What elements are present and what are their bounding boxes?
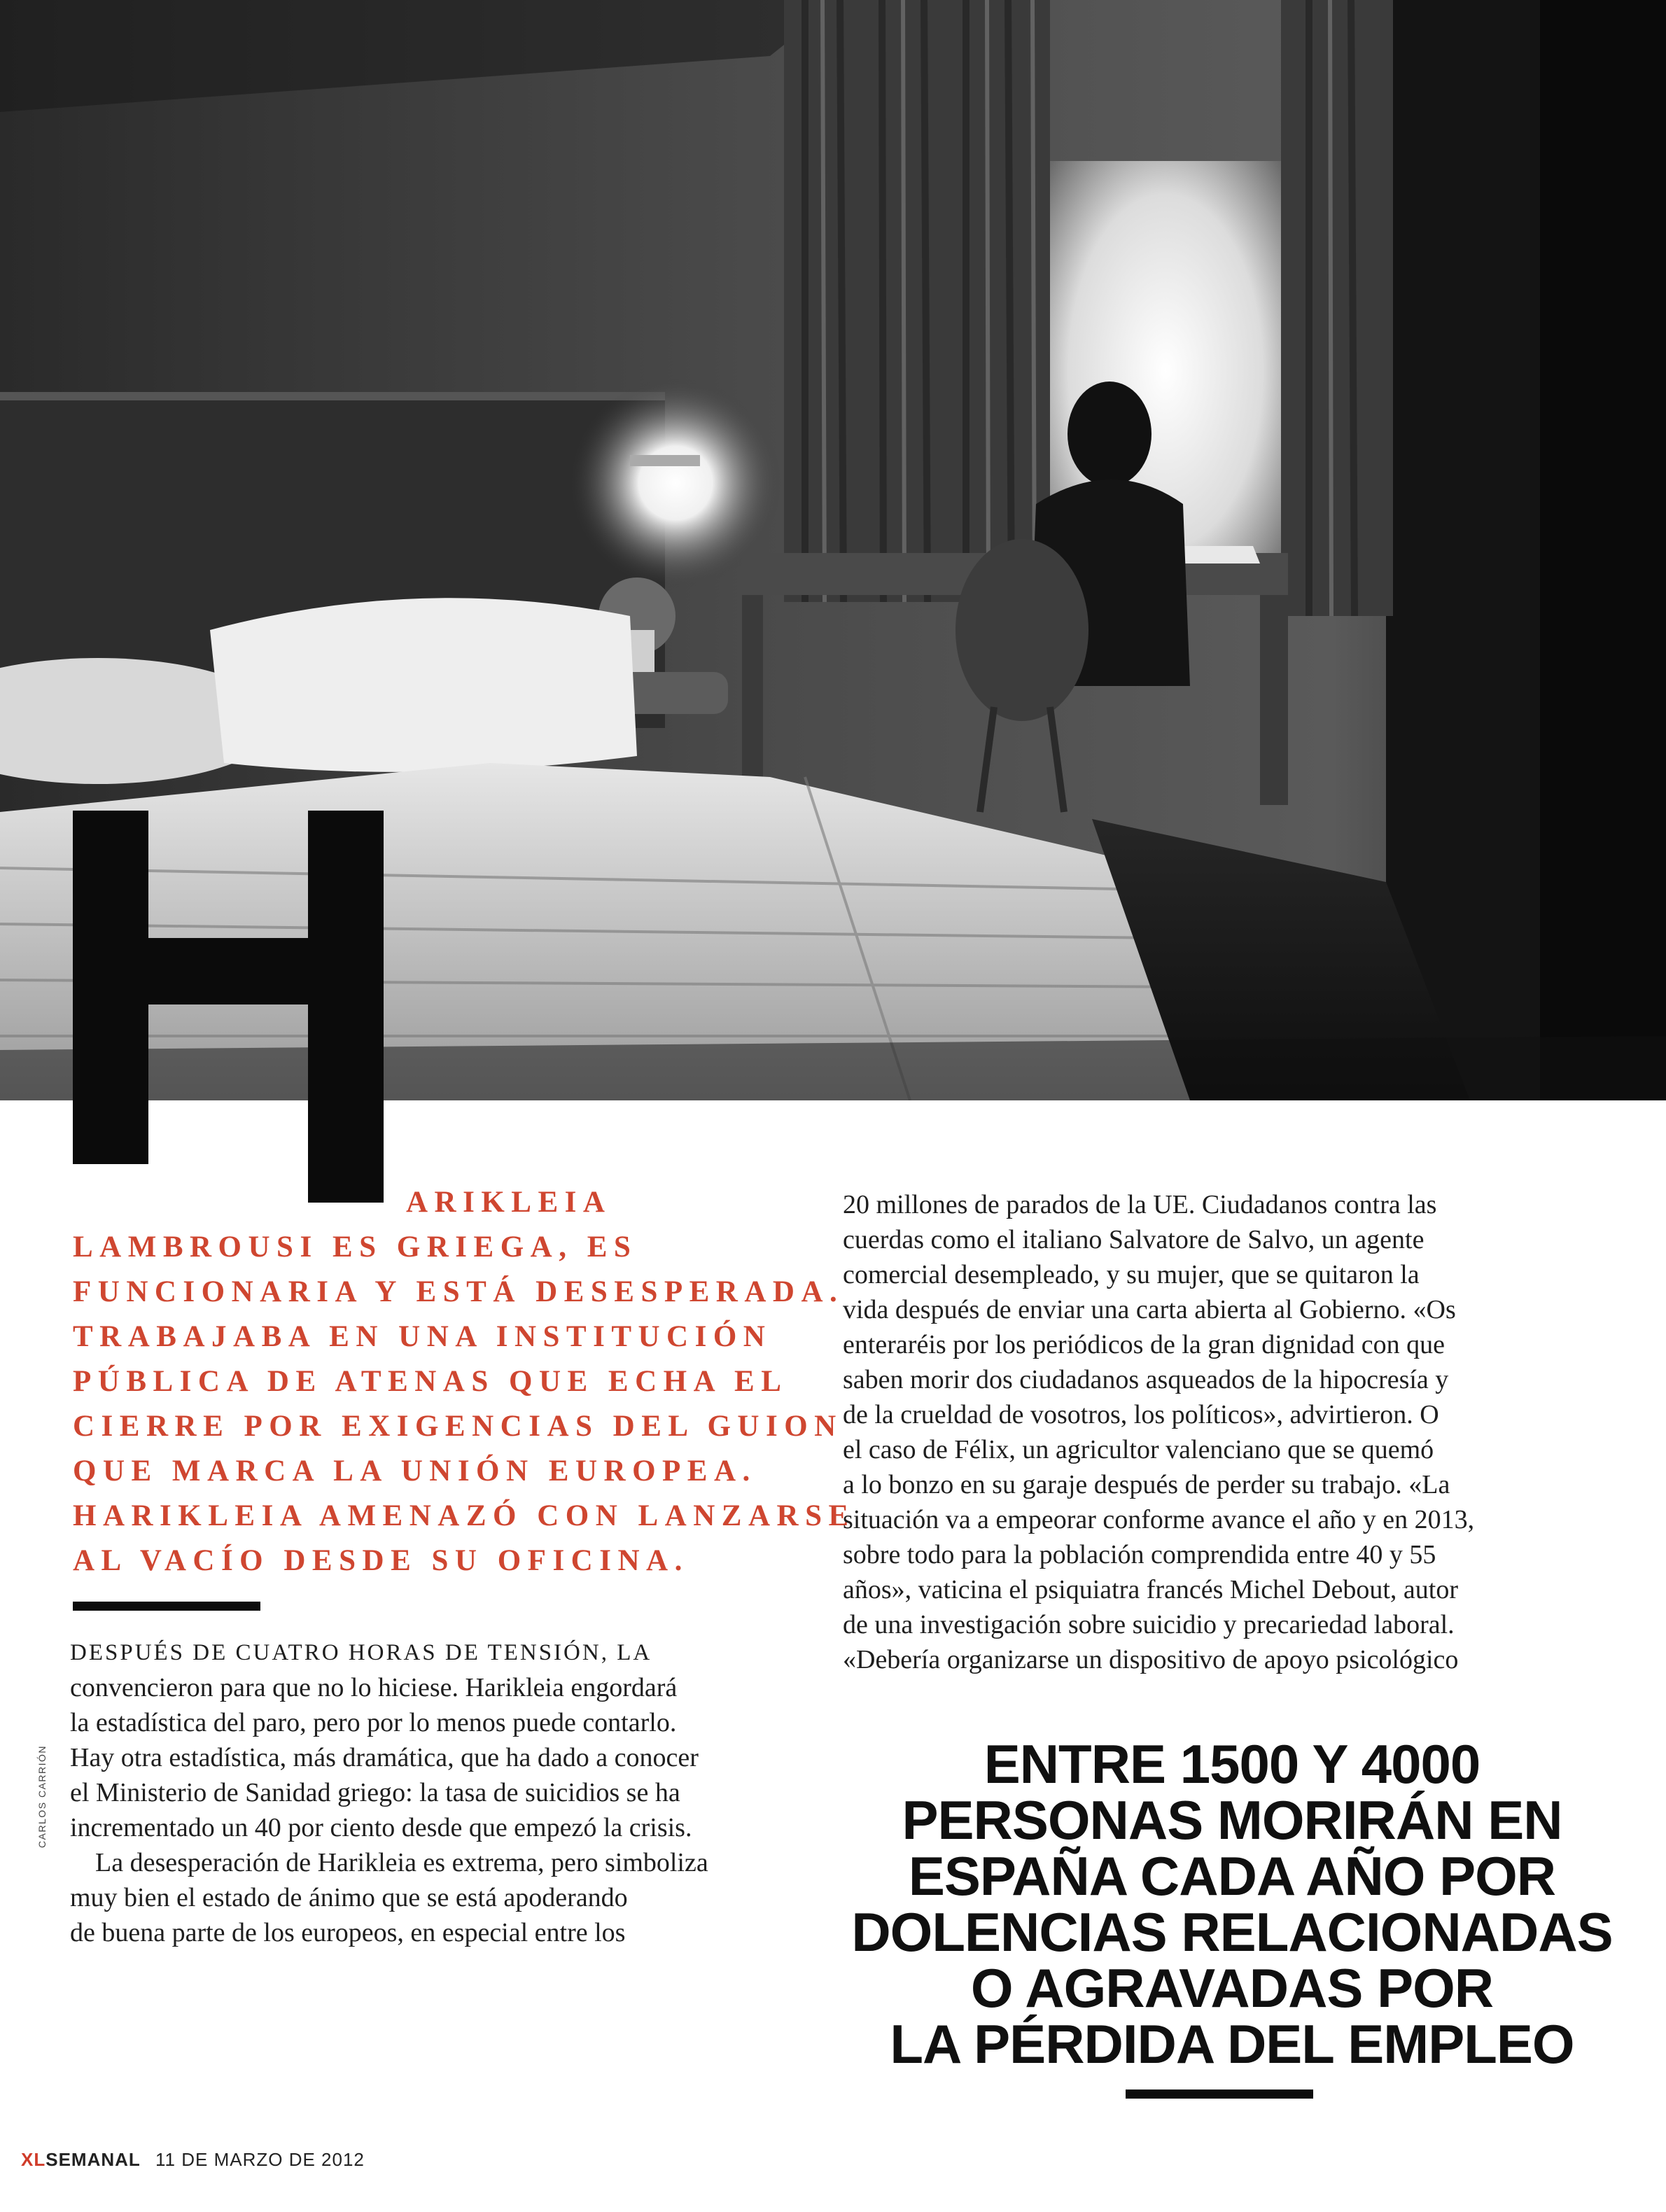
body-line: de una investigación sobre suicidio y precariedad laboral. [843, 1610, 1455, 1639]
body-line: incrementado un 40 por ciento desde que empezó la crisis. [70, 1813, 692, 1842]
body-line: situación va a empeorar conforme avance el año y en 2013, [843, 1505, 1475, 1534]
drop-cap-crossbar [148, 938, 308, 1004]
body-line: Hay otra estadística, más dramática, que ha dado a conocer [70, 1743, 699, 1772]
pull-quote-line: ENTRE 1500 Y 4000 [983, 1733, 1480, 1795]
lead-line: CIERRE POR EXIGENCIAS DEL GUION [73, 1410, 843, 1443]
pull-quote-line: PERSONAS MORIRÁN EN [902, 1789, 1562, 1851]
brand-prefix: XL [21, 2149, 46, 2170]
hotel-room-photo [0, 0, 1666, 1100]
body-line: la estadística del paro, pero por lo menos puede contarlo. [70, 1708, 677, 1737]
body-line: el caso de Félix, un agricultor valenciano que se quemó [843, 1435, 1434, 1464]
drop-cap-right-stem [308, 811, 384, 1203]
body-line: muy bien el estado de ánimo que se está apoderando [70, 1883, 628, 1912]
drop-cap-left-stem [73, 811, 148, 1164]
body-line: a lo bonzo en su garaje después de perder su trabajo. «La [843, 1470, 1450, 1499]
body-line: La desesperación de Harikleia es extrema, pero simboliza [95, 1848, 708, 1877]
magazine-brand [21, 2149, 141, 2170]
body-line: «Debería organizarse un dispositivo de apoyo psicológico [843, 1645, 1459, 1674]
body-line: vida después de enviar una carta abierta al Gobierno. «Os [843, 1295, 1456, 1324]
body-opening: DESPUÉS DE CUATRO HORAS DE TENSIÓN, LA [70, 1640, 652, 1665]
body-line: convencieron para que no lo hiciese. Harikleia engordará [70, 1673, 678, 1702]
body-line: de la crueldad de vosotros, los políticos», advirtieron. O [843, 1400, 1439, 1429]
lead-line: QUE MARCA LA UNIÓN EUROPEA. [73, 1455, 757, 1488]
pull-quote-line: LA PÉRDIDA DEL EMPLEO [890, 2013, 1574, 2075]
photo-credit: CARLOS CARRIÓN [36, 1744, 48, 1848]
lead-line: AL VACÍO DESDE SU OFICINA. [73, 1544, 689, 1577]
pull-quote-rule [1126, 2090, 1313, 2099]
body-line: años», vaticina el psiquiatra francés Michel Debout, autor [843, 1575, 1458, 1604]
body-line: enteraréis por los periódicos de la gran dignidad con que [843, 1330, 1445, 1359]
issue-date: 11 DE MARZO DE 2012 [155, 2149, 365, 2170]
lead-line: TRABAJABA EN UNA INSTITUCIÓN [73, 1320, 772, 1353]
body-line: de buena parte de los europeos, en especial entre los [70, 1918, 626, 1947]
body-line: comercial desempleado, y su mujer, que se quitaron la [843, 1260, 1420, 1289]
body-line: cuerdas como el italiano Salvatore de Salvo, un agente [843, 1225, 1424, 1254]
lead-line: PÚBLICA DE ATENAS QUE ECHA EL [73, 1365, 788, 1398]
body-line: 20 millones de parados de la UE. Ciudadanos contra las [843, 1190, 1437, 1219]
pull-quote-line: O AGRAVADAS POR [970, 1957, 1494, 2019]
body-line: sobre todo para la población comprendida entre 40 y 55 [843, 1540, 1436, 1569]
pull-quote-line: ESPAÑA CADA AÑO POR [908, 1845, 1556, 1907]
pull-quote-line: DOLENCIAS RELACIONADAS [851, 1901, 1613, 1963]
body-line: saben morir dos ciudadanos asqueados de la hipocresía y [843, 1365, 1449, 1394]
lead-line: FUNCIONARIA Y ESTÁ DESESPERADA. [73, 1275, 844, 1308]
body-line: el Ministerio de Sanidad griego: la tasa de suicidios se ha [70, 1778, 680, 1807]
lead-line: HARIKLEIA AMENAZÓ CON LANZARSE [73, 1499, 855, 1532]
page-footer [21, 2149, 365, 2171]
lead-line: LAMBROUSI ES GRIEGA, ES [73, 1231, 638, 1264]
brand-suffix: SEMANAL [46, 2149, 141, 2170]
lead-rule [73, 1602, 260, 1611]
lead-line: ARIKLEIA [406, 1186, 612, 1219]
